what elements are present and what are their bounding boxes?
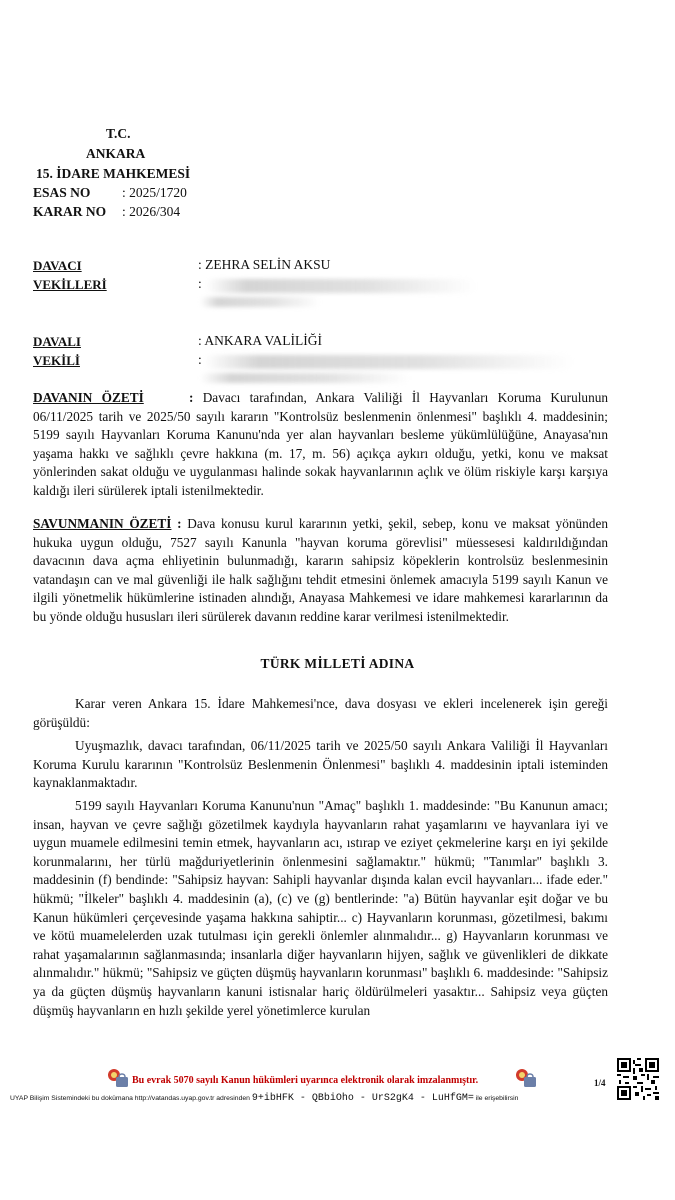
davanin-ozeti-label: DAVANIN ÖZETİ: [33, 390, 144, 405]
davali-label: DAVALI: [33, 334, 81, 349]
davanin-ozeti: DAVANIN ÖZETİ : Davacı tarafından, Ankara Valiliği İl Hayvanları Koruma Kurulunun 06/11/2025 tarih ve 2025/50 sayılı kararın "Kontrolsüz beslenmenin önlenmesi" başlıklı 4. maddesinin; 5199 sayılı Hayvanları Koruma Kanunu'nda yer alan hayvanları besleme yükümlülüğüne, Anayasa'nın yaşama hakkı ve sağlıklı çevre hakkına (m. 17, m. 56) açıkça aykırı olduğu, yetki, konu ve maksat yönlerinden sakat olduğu ve uygulanması halinde sokak hayvanlarının açlık ve ölüm riskiyle karşı karşıya kaldığı ileri sürülerek iptali istenilmektedir.: [33, 390, 609, 498]
redacted-vekilleri: [206, 279, 476, 293]
redacted-vekilleri-2: [200, 297, 320, 307]
vekilleri-label: VEKİLLERİ: [33, 277, 107, 292]
header-tc: T.C.: [106, 126, 131, 141]
e-signature-seal-icon-right: [512, 1067, 538, 1089]
savunmanin-ozeti-text: Dava konusu kurul kararının yetki, şekil, sebep, konu ve maksat yönünden hukuka uygun olduğu, 7527 sayılı Kanunla "hayvan koruma görevlisi" müessesesi kaldırıldığından davacının dava açma ehliyetinin bulunmadığı, kararın sahipsiz köpeklerin kontrolsüz beslenmesinin vatandaşın can ve mal güvenliği ile halk sağlığını tehdit etmesini önlemek amacıyla 5199 sayılı Kanun ve ilgili yönetmelik hükümlerine istinaden alındığı, Anayasa Mahkemesi ve idare mahkemesi kararlarının da bu yönde olduğu hususları ileri sürülerek davanın reddine karar verilmesi istenilmektedir.: [33, 516, 608, 624]
body-paragraph-1: Karar veren Ankara 15. İdare Mahkemesi'nce, dava dosyası ve ekleri incelenerek işin gereği görüşüldü:: [33, 696, 608, 730]
qr-code-icon: [617, 1058, 659, 1100]
body-paragraph-2: Uyuşmazlık, davacı tarafından, 06/11/2025 tarih ve 2025/50 sayılı Ankara Valiliği İl Hayvanları Koruma Kurulu kararının "Kontrolsüz Beslenmenin Önlenmesi" başlıklı 4. maddesinin iptali isteminden kaynaklanmaktadır.: [33, 738, 608, 791]
davanin-ozeti-text: Davacı tarafından, Ankara Valiliği İl Hayvanları Koruma Kurulunun 06/11/2025 tarih ve 2025/50 sayılı kararın "Kontrolsüz beslenmenin önlenmesi" başlıklı 4. maddesinin; 5199 sayılı Hayvanları Koruma Kanunu'nda yer alan hayvanları besleme yükümlülüğüne, Anayasa'nın yaşama hakkı ve sağlıklı çevre hakkına (m. 17, m. 56) açıkça aykırı olduğu, yetki, konu ve maksat yönlerinden sakat olduğu ve uygulanması halinde sokak hayvanlarının açlık ve ölüm riskiyle karşı karşıya kaldığı ileri sürülerek iptali istenilmektedir.: [33, 390, 609, 498]
redacted-vekili-2: [200, 373, 410, 383]
davaci-value: : ZEHRA SELİN AKSU: [198, 257, 331, 272]
uyap-access-code: 9+ibHFK - QBbiOho - UrS2gK4 - LuHfGM=: [251, 1093, 474, 1104]
page-number: 1/4: [594, 1078, 606, 1088]
esas-value: : 2025/1720: [122, 185, 187, 200]
davali-value: : ANKARA VALİLİĞİ: [198, 333, 323, 348]
savunmanin-ozeti: SAVUNMANIN ÖZETİ : Dava konusu kurul kararının yetki, şekil, sebep, konu ve maksat yönünden hukuka uygun olduğu, 7527 sayılı Kanunla "hayvan koruma görevlisi" müessesesi kaldırıldığından davacının dava açma ehliyetinin bulunmadığı, kararın sahipsiz köpeklerin kontrolsüz beslenmesinin vatandaşın can ve mal güvenliği ile halk sağlığını tehdit etmesini önlemek amacıyla 5199 sayılı Kanun ve ilgili yönetmelik hükümlerine istinaden alındığı, Anayasa Mahkemesi ve idare mahkemesi kararlarının da bu yönde olduğu hususları ileri sürülerek davanın reddine karar verilmesi istenilmektedir.: [33, 516, 608, 624]
savunmanin-ozeti-label: SAVUNMANIN ÖZETİ: [33, 516, 172, 531]
vekilleri-value: :: [198, 276, 202, 291]
header-city: ANKARA: [86, 146, 146, 161]
davaci-label: DAVACI: [33, 258, 82, 273]
e-signature-seal-icon: [104, 1067, 130, 1089]
uyap-access-line: UYAP Bilişim Sistemindeki bu dokümana http://vatandas.uyap.gov.tr adresinden 9+ibHFK - QBbiOho - UrS2gK4 - LuHfGM= ile erişebilirsin: [10, 1093, 519, 1104]
vekili-value: :: [198, 352, 202, 367]
vekili-label: VEKİLİ: [33, 353, 80, 368]
decision-title: TÜRK MİLLETİ ADINA: [260, 656, 415, 671]
e-signature-notice: Bu evrak 5070 sayılı Kanun hükümleri uyarınca elektronik olarak imzalanmıştır.: [132, 1075, 479, 1086]
karar-label: KARAR NO: [33, 204, 107, 219]
karar-value: : 2026/304: [122, 204, 181, 219]
court-name: 15. İDARE MAHKEMESİ: [36, 166, 191, 181]
esas-label: ESAS NO: [33, 185, 91, 200]
redacted-vekili: [204, 355, 574, 369]
body-paragraph-3: 5199 sayılı Hayvanları Koruma Kanunu'nun "Amaç" başlıklı 1. maddesinde: "Bu Kanunun amacı; insan, hayvan ve çevre sağlığı gözetilmek kaydıyla hayvanların rahat yaşamlarını ve hayvanlara iyi ve uygun muamele edilmesini temin etmek, hayvanların acı, ıstırap ve eziyet çekmelerine karşı en iyi şekilde korunmalarını, her türlü mağduriyetlerinin önlenmesini sağlamaktır." hükmü; "Tanımlar" başlıklı 3. maddesinin (f) bendinde: "Sahipsiz hayvan: Sahipli hayvanlar dışında kalan evcil hayvanları... ifade eder." hükmü; "İlkeler" başlıklı 4. maddesinin (a), (c) ve (g) bentlerinde: "a) Bütün hayvanlar eşit doğar ve bu Kanun hükümleri çerçevesinde yaşama hakkına sahiptir... c) Hayvanların korunması, gözetilmesi, bakımı ve kötü muamelelerden uzak tutulması için gerekli önlemler alınmalıdır... g) Hayvanların korunması ve rahat yaşamalarının sağlanmasında; insanlarla diğer hayvanların hijyen, sağlık ve güvenlikleri de dikkate alınmalıdır." hükmü; "Sahipsiz ve güçten düşmüş hayvanların korunması" başlıklı 6. maddesinde: "Sahipsiz ya da güçten düşmüş hayvanların kanuni istisnalar hariç öldürülmeleri yasaktır... Sahipsiz veya güçten düşmüş hayvanların en hızlı şekilde yerel yönetimlerce kurulan: [33, 798, 608, 1018]
